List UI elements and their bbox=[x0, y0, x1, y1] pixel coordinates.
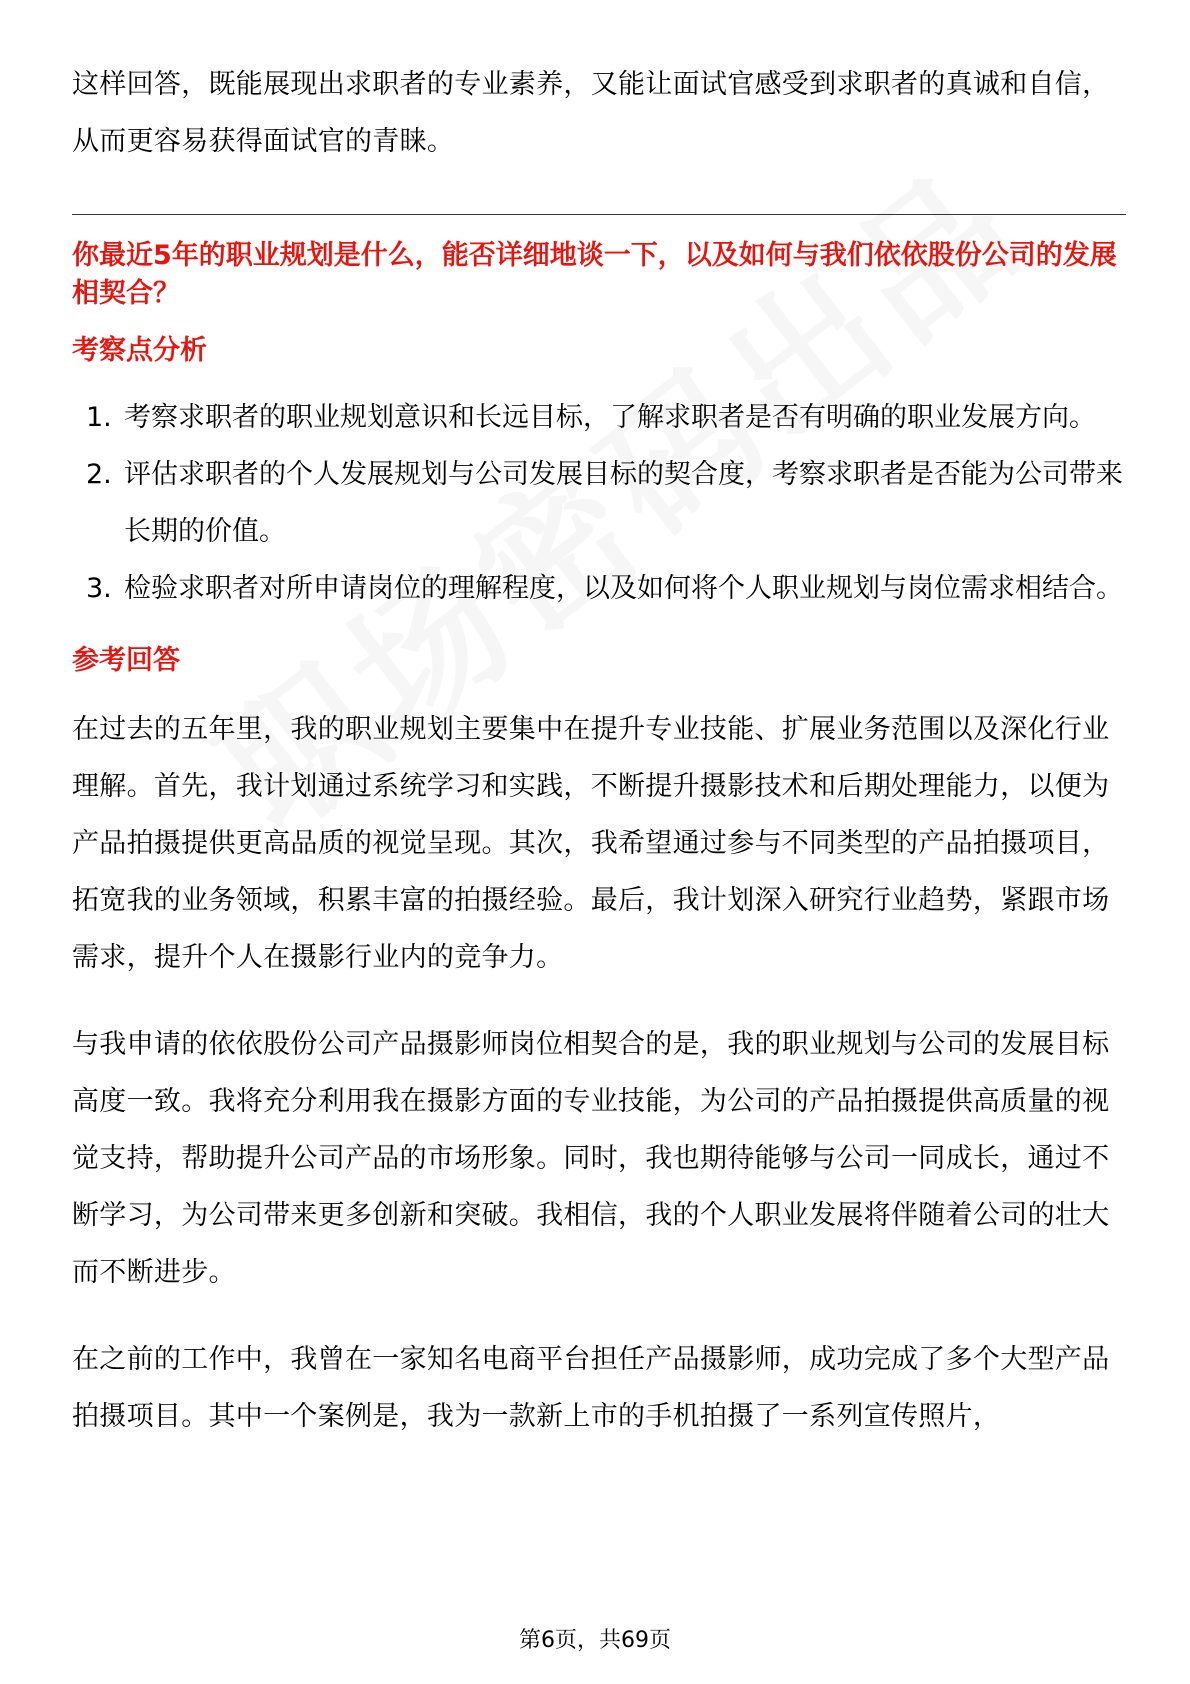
analysis-list bbox=[72, 389, 1126, 617]
list-item-number: 1. bbox=[86, 402, 112, 433]
list-item-number: 3. bbox=[86, 573, 112, 604]
answer-paragraph: 与我申请的依依股份公司产品摄影师岗位相契合的是，我的职业规划与公司的发展目标高度一致。我将充分利用我在摄影方面的专业技能，为公司的产品拍摄提供高质量的视觉支持，帮助提升公司产品的市场形象。同时，我也期待能够与公司一同成长，通过不断学习，为公司带来更多创新和突破。我相信，我的个人职业发展将伴随着公司的壮大而不断进步。 bbox=[72, 1029, 1110, 1288]
page-number: 第6页，共69页 bbox=[519, 1628, 671, 1653]
section-divider bbox=[72, 214, 1126, 215]
list-item-text: 考察求职者的职业规划意识和长远目标，了解求职者是否有明确的职业发展方向。 bbox=[124, 402, 1096, 433]
answer-paragraph: 在之前的工作中，我曾在一家知名电商平台担任产品摄影师，成功完成了多个大型产品拍摄项目。其中一个案例是，我为一款新上市的手机拍摄了一系列宣传照片， bbox=[72, 1344, 1110, 1432]
document-body bbox=[72, 56, 1126, 1445]
list-item bbox=[72, 446, 1126, 560]
answer-heading: 参考回答 bbox=[72, 645, 180, 676]
answer-paragraph: 在过去的五年里，我的职业规划主要集中在提升专业技能、扩展业务范围以及深化行业理解。首先，我计划通过系统学习和实践，不断提升摄影技术和后期处理能力，以便为产品拍摄提供更高品质的视觉呈现。其次，我希望通过参与不同类型的产品拍摄项目，拓宽我的业务领域，积累丰富的拍摄经验。最后，我计划深入研究行业趋势，紧跟市场需求，提升个人在摄影行业内的竞争力。 bbox=[72, 714, 1110, 973]
list-item-text: 评估求职者的个人发展规划与公司发展目标的契合度，考察求职者是否能为公司带来长期的价值。 bbox=[124, 459, 1123, 547]
list-item bbox=[72, 560, 1126, 617]
analysis-heading: 考察点分析 bbox=[72, 335, 207, 366]
list-item-text: 检验求职者对所申请岗位的理解程度，以及如何将个人职业规划与岗位需求相结合。 bbox=[124, 573, 1123, 604]
list-item-number: 2. bbox=[86, 459, 112, 490]
intro-paragraph: 这样回答，既能展现出求职者的专业素养，又能让面试官感受到求职者的真诚和自信，从而更容易获得面试官的青睐。 bbox=[72, 69, 1110, 157]
list-item bbox=[72, 389, 1126, 446]
interview-question: 你最近5年的职业规划是什么，能否详细地谈一下，以及如何与我们依依股份公司的发展相契合？ bbox=[72, 240, 1117, 309]
